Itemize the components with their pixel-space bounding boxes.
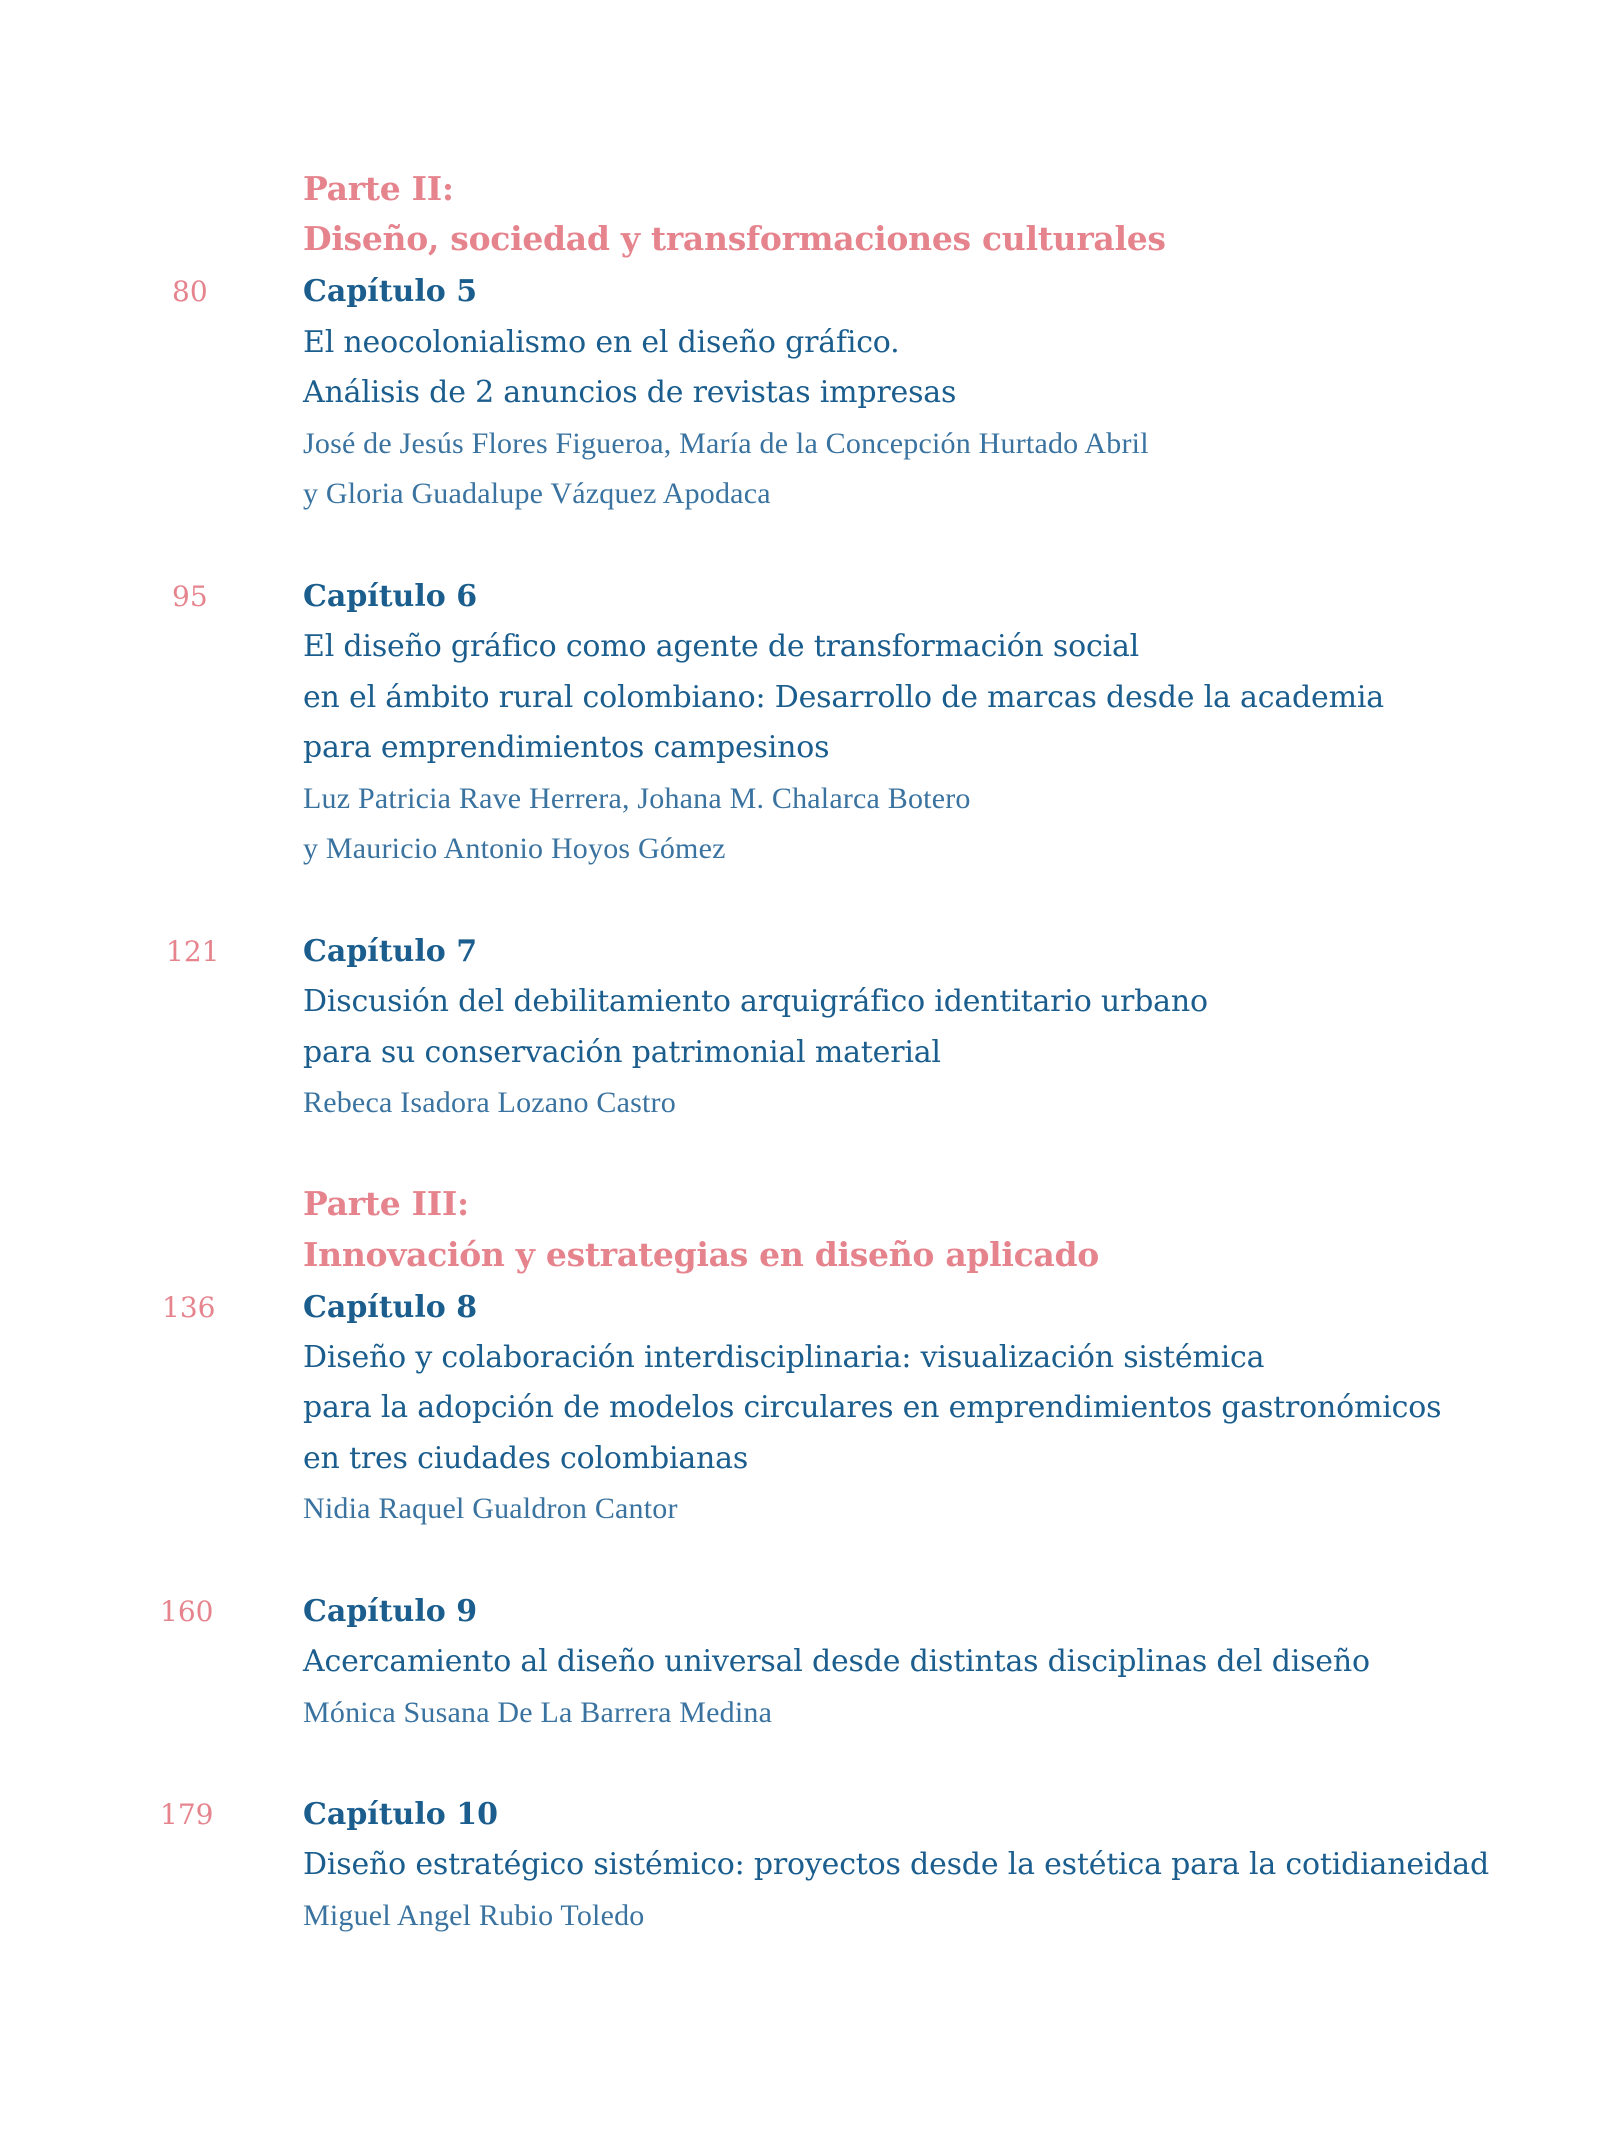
page-number[interactable]: 179 bbox=[160, 1798, 214, 1831]
page-number[interactable]: 160 bbox=[160, 1595, 214, 1628]
part-title: Diseño, sociedad y transformaciones culturales bbox=[303, 219, 1166, 258]
part-title: Innovación y estrategias en diseño aplicado bbox=[303, 1235, 1100, 1274]
page-number[interactable]: 136 bbox=[162, 1291, 216, 1324]
chapter-label[interactable]: Capítulo 6 bbox=[303, 579, 478, 614]
page-number[interactable]: 95 bbox=[172, 580, 208, 613]
part-label: Parte III: bbox=[303, 1184, 469, 1223]
chapter-title-line[interactable]: en el ámbito rural colombiano: Desarrollo de marcas desde la academia bbox=[303, 680, 1384, 715]
chapter-authors: Rebeca Isadora Lozano Castro bbox=[303, 1086, 676, 1119]
chapter-title-line[interactable]: El neocolonialismo en el diseño gráfico. bbox=[303, 325, 900, 360]
chapter-label[interactable]: Capítulo 8 bbox=[303, 1290, 478, 1325]
chapter-title-line[interactable]: para emprendimientos campesinos bbox=[303, 730, 830, 765]
chapter-title-line[interactable]: Análisis de 2 anuncios de revistas impresas bbox=[303, 375, 957, 410]
chapter-authors: José de Jesús Flores Figueroa, María de la Concepción Hurtado Abril bbox=[303, 427, 1149, 460]
chapter-title-line[interactable]: para la adopción de modelos circulares en emprendimientos gastronómicos bbox=[303, 1390, 1442, 1425]
chapter-label[interactable]: Capítulo 10 bbox=[303, 1797, 498, 1832]
page-number[interactable]: 121 bbox=[166, 935, 220, 968]
chapter-authors: y Gloria Guadalupe Vázquez Apodaca bbox=[303, 477, 771, 510]
chapter-title-line[interactable]: Discusión del debilitamiento arquigráfico identitario urbano bbox=[303, 984, 1208, 1019]
part-label: Parte II: bbox=[303, 169, 454, 208]
chapter-label[interactable]: Capítulo 9 bbox=[303, 1594, 478, 1629]
chapter-title-line[interactable]: Diseño y colaboración interdisciplinaria: visualización sistémica bbox=[303, 1340, 1265, 1375]
chapter-title-line[interactable]: Acercamiento al diseño universal desde distintas disciplinas del diseño bbox=[303, 1644, 1370, 1679]
chapter-title-line[interactable]: Diseño estratégico sistémico: proyectos desde la estética para la cotidianeidad bbox=[303, 1847, 1489, 1882]
chapter-authors: Mónica Susana De La Barrera Medina bbox=[303, 1696, 773, 1729]
chapter-authors: Miguel Angel Rubio Toledo bbox=[303, 1899, 645, 1932]
chapter-label[interactable]: Capítulo 5 bbox=[303, 274, 478, 309]
chapter-authors: y Mauricio Antonio Hoyos Gómez bbox=[303, 832, 726, 865]
chapter-authors: Nidia Raquel Gualdron Cantor bbox=[303, 1492, 678, 1525]
chapter-title-line[interactable]: en tres ciudades colombianas bbox=[303, 1441, 749, 1476]
chapter-title-line[interactable]: para su conservación patrimonial material bbox=[303, 1035, 941, 1070]
chapter-authors: Luz Patricia Rave Herrera, Johana M. Chalarca Botero bbox=[303, 782, 971, 815]
page-number[interactable]: 80 bbox=[172, 275, 208, 308]
chapter-title-line[interactable]: El diseño gráfico como agente de transformación social bbox=[303, 629, 1140, 664]
chapter-label[interactable]: Capítulo 7 bbox=[303, 934, 478, 969]
